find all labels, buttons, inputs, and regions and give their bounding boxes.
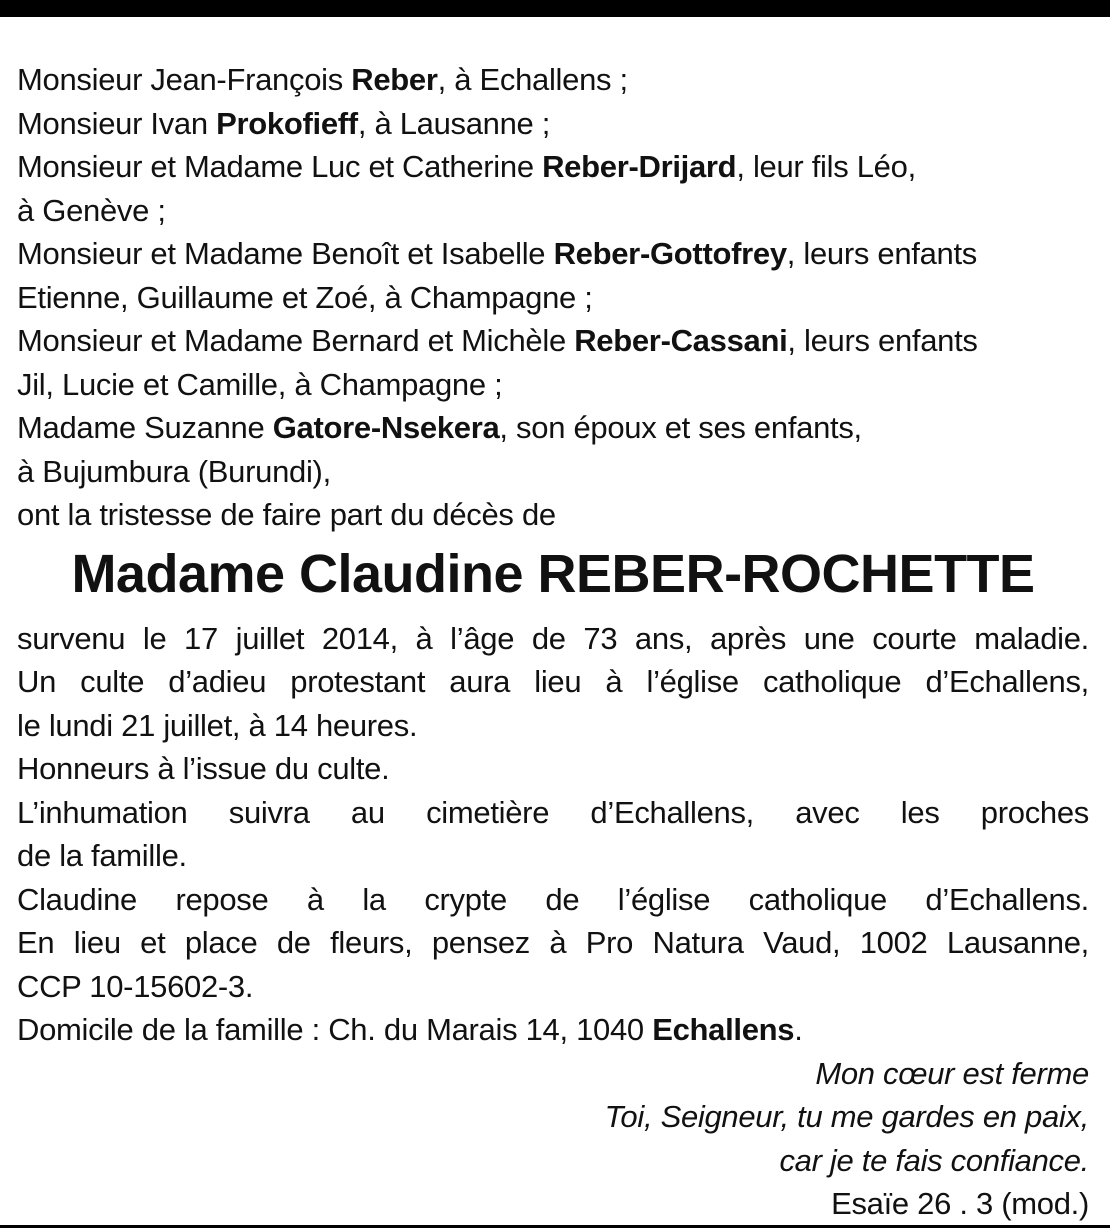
family-domicile: [17, 1008, 1089, 1052]
intro-line: ont la tristesse de faire part du décès de: [17, 497, 556, 532]
domicile-town: Echallens: [652, 1012, 795, 1047]
announcer-continuation: à Genève ;: [17, 192, 166, 228]
announcer-surname: Prokofieff: [216, 105, 358, 141]
top-border-rule: [0, 0, 1110, 17]
obituary-notice: [17, 58, 1089, 1226]
honours-line: Honneurs à l’issue du culte.: [17, 751, 390, 786]
donation-details: En lieu et place de fleurs, pensez à Pro Natura Vaud, 1002 Lausanne,: [17, 925, 1089, 960]
domicile-punctuation: .: [794, 1012, 803, 1047]
announcer-line: [17, 145, 1089, 189]
death-details: survenu le 17 juillet 2014, à l’âge de 73 ans, après une courte maladie.: [17, 620, 1089, 656]
verse-line: car je te fais confiance.: [779, 1142, 1089, 1178]
announcer-text: Monsieur Ivan: [17, 105, 217, 141]
announcer-surname: Gatore-Nsekera: [272, 410, 500, 445]
bottom-border-rule: [0, 1225, 1110, 1228]
donation-account: CCP 10-15602-3.: [17, 968, 254, 1004]
verse-reference: Esaïe 26 . 3 (mod.): [831, 1186, 1089, 1221]
service-details: Un culte d’adieu protestant aura lieu à l’église catholique d’Echallens,: [17, 664, 1089, 699]
announcer-surname: Reber: [351, 62, 438, 97]
announcer-text: Monsieur Jean-François: [17, 62, 352, 97]
burial-details: de la famille.: [17, 838, 187, 873]
resting-place-line: Claudine repose à la crypte de l’église catholique d’Echallens.: [17, 881, 1089, 917]
announcer-text: , son époux et ses enfants,: [499, 410, 862, 445]
announcer-text: Madame Suzanne: [17, 410, 273, 445]
announcer-continuation: à Bujumbura (Burundi),: [17, 453, 331, 489]
deceased-name-heading: Madame Claudine REBER-ROCHETTE: [71, 543, 1035, 604]
announcer-surname: Reber-Cassani: [574, 323, 788, 358]
service-details: le lundi 21 juillet, à 14 heures.: [17, 707, 418, 743]
announcer-text: , leurs enfants: [786, 236, 978, 271]
announcer-text: Monsieur et Madame Luc et Catherine: [17, 149, 543, 184]
burial-details: L’inhumation suivra au cimetière d’Echallens, avec les proches: [17, 794, 1089, 830]
announcer-continuation: Jil, Lucie et Camille, à Champagne ;: [17, 366, 503, 402]
announcer-line: [17, 102, 1089, 146]
announcer-text: , leurs enfants: [787, 323, 978, 358]
announcer-text: , à Lausanne ;: [357, 105, 551, 141]
verse-line: Toi, Seigneur, tu me gardes en paix,: [604, 1099, 1089, 1134]
announcer-text: Monsieur et Madame Bernard et Michèle: [17, 323, 575, 358]
announcer-line: [17, 319, 1089, 363]
announcer-text: Monsieur et Madame Benoît et Isabelle: [17, 236, 554, 271]
domicile-address: Domicile de la famille : Ch. du Marais 14, 1040: [17, 1012, 653, 1047]
announcer-line: [17, 58, 1089, 102]
verse-line: Mon cœur est ferme: [815, 1055, 1089, 1091]
announcer-line: [17, 406, 1089, 450]
announcer-surname: Reber-Gottofrey: [553, 236, 787, 271]
announcer-line: [17, 232, 1089, 276]
announcer-surname: Reber-Drijard: [542, 149, 737, 184]
announcer-text: , leur fils Léo,: [736, 149, 916, 184]
announcer-text: , à Echallens ;: [437, 62, 628, 97]
announcer-continuation: Etienne, Guillaume et Zoé, à Champagne ;: [17, 279, 593, 315]
